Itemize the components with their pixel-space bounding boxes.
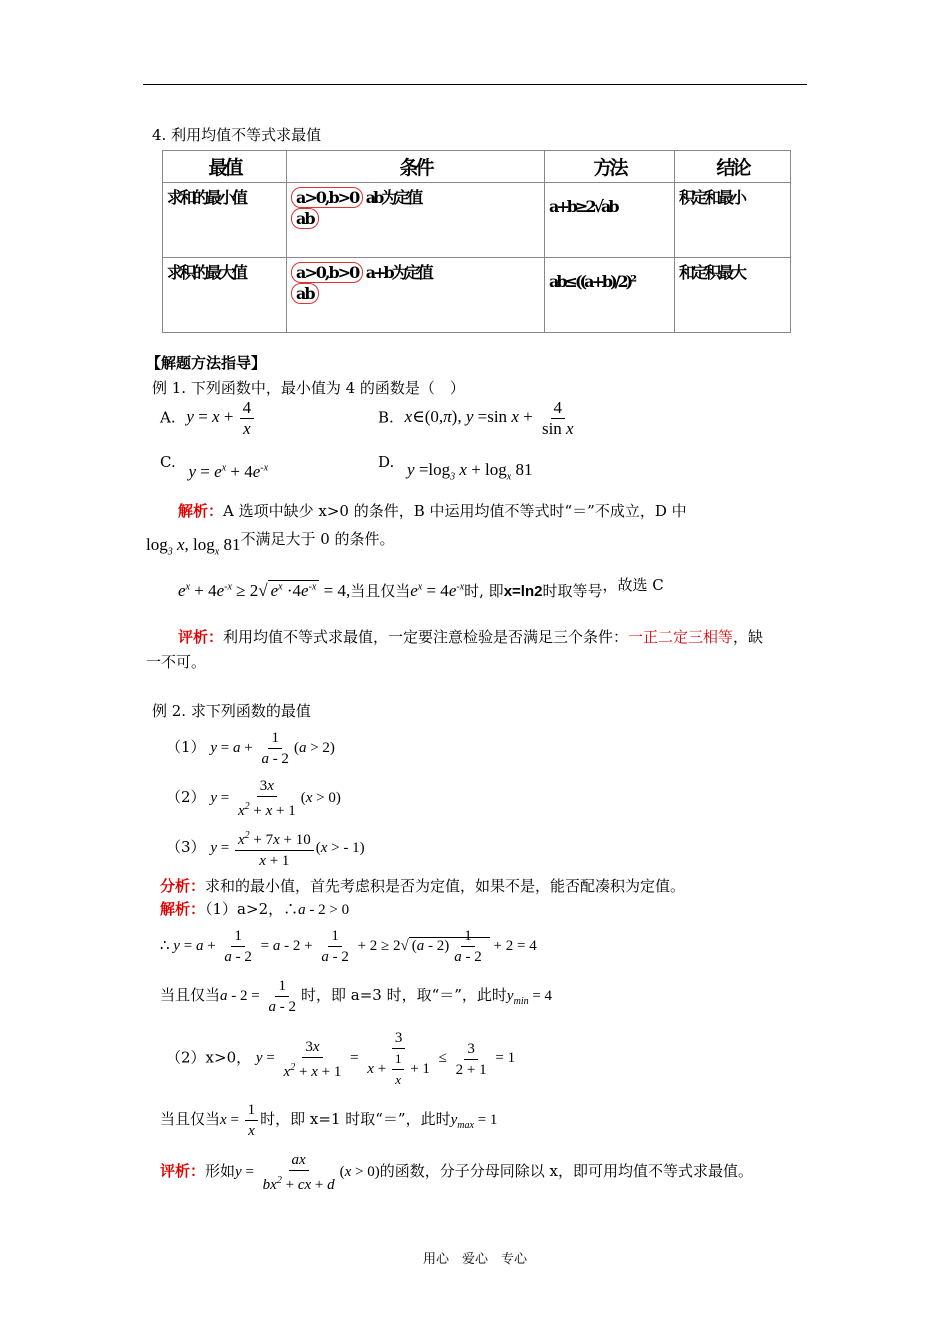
table-header-cell: 最值 [163,151,287,183]
option-c: C. $y = e^x + 4e^{-x}$ [160,453,269,481]
table-cell: 求和的最小值 [163,183,287,258]
page-footer: 用心 爱心 专心 [422,1252,527,1267]
example1-comment: 评析：利用均值不等式求最值，一定要注意检验是否满足三个条件：一正二定三相等，缺 [178,628,764,646]
condition-text: a+b为定值 [365,263,431,282]
table-cell-condition [287,183,545,258]
example1-analysis-cont: $\log_3 x$, $\log_x 81$不满足大于 0 的条件。 [146,530,395,558]
condition-circled: a>0,b>0 [291,187,363,208]
guide-heading: 【解题方法指导】 [146,354,267,372]
table-cell: a+b≥2√ab [545,183,675,258]
example2-derivation1: ∴ y = a + $\frac{1}{a - 2}$ = a - 2 + $\frac{1}{a - 2}$ + 2 ≥ 2√ (a - 2) $\frac{1}{a - 2}$ + 2 = 4 [160,928,537,965]
table-header-row [163,151,791,183]
example2-when2: 当且仅当x = $\frac{1}{x}$ 时，即 x=1 时取“＝”，此时$y_{max} = 1$ [160,1102,498,1139]
table-cell-condition [287,258,545,333]
table-header-cell: 结论 [675,151,791,183]
condition-circled: a>0,b>0 [291,262,363,283]
condition-circled: ab [291,283,319,304]
example2-derivation2: （2）x>0， y = $\frac{3x}{x^2 + x + 1}$ = 3 x + $\frac{1}{x}$ + 1 ≤ $\frac{3}{2 + 1}$ = 1 [166,1030,516,1087]
example2-jiexi: 解析：（1）a>2，∴a - 2 > 0 [160,900,350,918]
example2-pingxi: 评析：形如y = $\frac{ax}{bx^2 + cx + d}$ (x > 0)的函数，分子分母同除以 x，即可用均值不等式求最值。 [160,1152,753,1193]
section-title: 4. 利用均值不等式求最值 [152,126,322,144]
table-header-cell: 条件 [287,151,545,183]
condition-text: ab为定值 [365,188,421,207]
option-a: A. y = x + $\frac{4}{x}$ [160,398,256,439]
table-cell: 和定积最大 [675,258,791,333]
example1-analysis: 解析：A 选项中缺少 x>0 的条件，B 中运用均值不等式时“＝”不成立，D 中 [178,502,687,520]
table-row [163,258,791,333]
condition-circled: ab [291,208,319,229]
example2-item1: （1） y = a + $\frac{1}{a - 2}$ (a > 2) [166,730,335,767]
example2-question: 例 2. 求下列函数的最值 [152,702,311,720]
example2-fenxi: 分析：求和的最小值，首先考虑积是否为定值，如果不是，能否配凑积为定值。 [160,877,686,895]
example1-question: 例 1. 下列函数中，最小值为 4 的函数是（ ） [152,379,465,397]
example2-when1: 当且仅当a - 2 = $\frac{1}{a - 2}$ 时，即 a=3 时，取“＝”，此时$y_{min} = 4$ [160,978,553,1015]
example1-comment-cont: 一不可。 [146,653,207,671]
table-cell: 积定和最小 [675,183,791,258]
table-cell: 求积的最大值 [163,258,287,333]
option-b: B. x∈(0,π), y =sin x + $\frac{4}{\text{sin x}}$ [378,398,574,438]
example2-item3: （3） y = $\frac{x^2 + 7x + 10}{x + 1}$ (x > - 1) [166,826,365,871]
header-rule [143,84,807,85]
example2-item2: （2） y = $\frac{3x}{x^2 + x + 1}$ (x > 0) [166,778,341,819]
option-d: D. $y =\log_3$ $x + \log_x 81$ [378,453,533,483]
table-row [163,183,791,258]
table-cell: ab≤((a+b)/2)² [545,258,675,333]
example1-conclusion: $e^x + 4e^{-x} \ge 2√$ $e^x \cdot 4e^{-x} = 4$,当且仅当$e^x = 4e^{-x}$时, 即x=ln2时取等号，故选 C [178,576,664,600]
mean-inequality-table [162,150,791,333]
table-header-cell: 方法 [545,151,675,183]
